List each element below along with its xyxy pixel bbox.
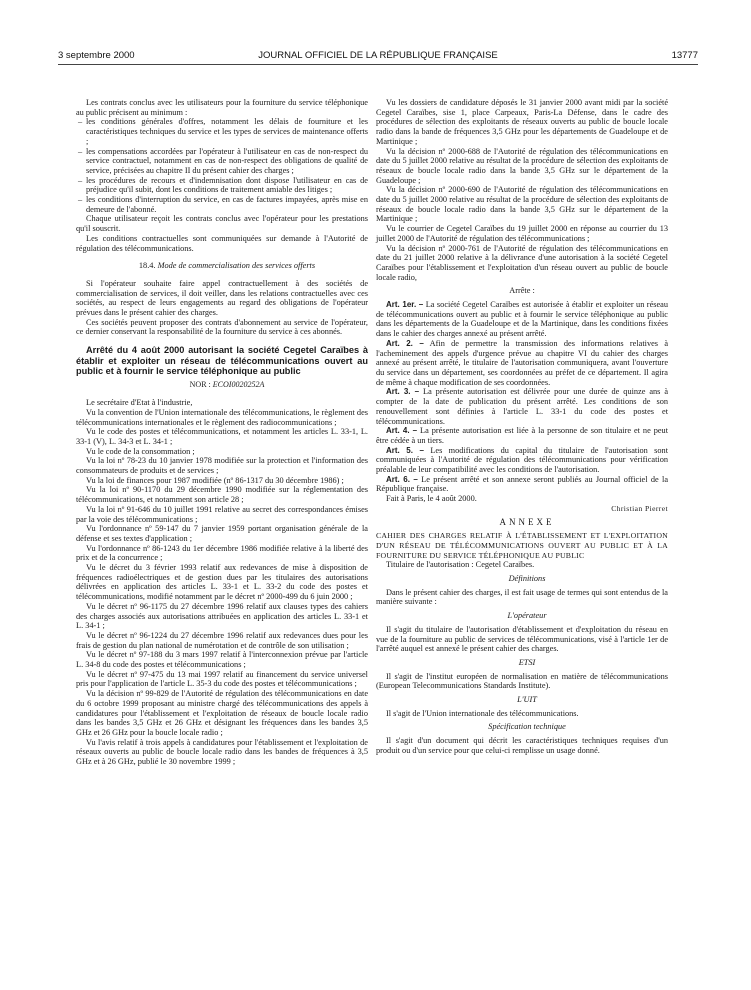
annexe-heading: ANNEXE <box>499 516 555 527</box>
article-label: Art. 6. – <box>386 474 418 484</box>
definition-text: Il s'agit de l'institut européen de normalisation en matière de télécommunications (European Telecommunications Standards Institute). <box>376 671 668 691</box>
visa: Vu le décret du 3 février 1993 relatif aux redevances de mise à disposition de fréquences radioélectriques et de gestion dues par les titulaires des autorisations délivrées en application des articles L. 33-1 et L. 33-2 du code des postes et télécommunications, modifié notamment par le décret nº 2000-499 du 6 juin 2000 ; <box>76 563 368 602</box>
article <box>376 475 668 494</box>
visa: Vu la décision nº 2000-761 de l'Autorité de régulation des télécommunications en date du 21 juillet 2000 relative à la délivrance d'une autorisation à la société Cegetel Caraïbes pour l'établissement et l'exploitation d'un réseau ouvert au public de boucle locale radio, <box>376 243 668 282</box>
article-text: La présente autorisation est délivrée pour une durée de quinze ans à compter de la date de publication du présent arrêté. Les conditions de son renouvellement sont définies à l'article L. 33-1 du code des postes et télécommunications. <box>376 387 669 426</box>
list-item: – les procédures de recours et d'indemnisation dont dispose l'utilisateur en cas de préjudice qu'il subit, dont les conditions de traitement amiable des litiges ; <box>76 176 368 195</box>
list-item: – les conditions d'interruption du service, en cas de factures impayées, après mise en demeure de l'abonné. <box>76 195 368 214</box>
visa: Vu la loi nº 90-1170 du 29 décembre 1990 modifiée sur la réglementation des télécommunications, et notamment son article 28 ; <box>76 485 368 505</box>
decree-title: Arrêté du 4 août 2000 autorisant la société Cegetel Caraïbes à établir et exploiter un réseau de télécommunications ouvert au public et à fournir le service téléphonique au public <box>76 345 368 376</box>
cahier-title: CAHIER DES CHARGES RELATIF À L'ÉTABLISSEMENT ET L'EXPLOITATION D'UN RÉSEAU DE TÉLÉCOMMUNICATIONS OUVERT AU PUBLIC ET À LA FOURNITURE DU SERVICE TÉLÉPHONIQUE AU PUBLIC <box>376 531 668 560</box>
article-label: Art. 5. – <box>386 445 424 455</box>
list-item: – les conditions générales d'offres, notamment les délais de fourniture et les caractéristiques techniques du service et les types de services de maintenance offerts ; <box>76 117 368 146</box>
visa: Vu le décret nº 96-1175 du 27 décembre 1996 relatif aux clauses types des cahiers des charges associés aux autorisations attribuées en application des articles L. 33-1 et L. 34-1 ; <box>76 601 368 631</box>
article <box>376 446 668 475</box>
article <box>376 339 668 388</box>
paragraph: Ces sociétés peuvent proposer des contrats d'abonnement au service de l'opérateur, ce dernier conservant la responsabilité de la fourniture du service à ces abonnés. <box>76 317 368 337</box>
header-rule <box>58 64 698 65</box>
definition-text: Il s'agit d'un document qui décrit les caractéristiques techniques requises d'un produit ou d'un service pour que celui-ci remplisse un usage donné. <box>376 736 668 755</box>
right-column <box>376 98 668 756</box>
visa: Vu l'ordonnance nº 59-147 du 7 janvier 1959 portant organisation générale de la défense et ses textes d'application ; <box>76 524 368 543</box>
article-label: Art. 4. – <box>386 426 418 436</box>
definition-term: L'UIT <box>517 695 537 705</box>
article-text: Afin de permettre la transmission des informations relatives à l'acheminement des appels d'urgence prévue au chapitre VI du cahier des charges annexé au présent arrêté, le titulaire de l'autorisation communiquera, avant l'ouverture du service dans un département, ses coordonnées au préfet de ce département. Il agira de même à chaque modification de ses coordonnées. <box>376 338 669 387</box>
paragraph: Chaque utilisateur reçoit les contrats conclus avec l'opérateur pour les prestations qu'il souscrit. <box>76 214 368 234</box>
page-header <box>58 50 698 64</box>
paragraph: Les conditions contractuelles sont communiquées sur demande à l'Autorité de régulation des télécommunications. <box>76 233 368 253</box>
fait-a-paris: Fait à Paris, le 4 août 2000. <box>386 494 477 504</box>
visa: Vu le code des postes et télécommunications, et notamment les articles L. 33-1, L. 33-1 (V), L. 34-3 et L. 34-1 ; <box>76 427 368 446</box>
article-text: Les modifications du capital du titulaire de l'autorisation sont communiquées à l'Autorité de régulation des télécommunications pour vérification préalable de leur compatibilité avec les conditions de l'autorisation. <box>376 445 669 475</box>
visa: Vu la loi de finances pour 1987 modifiée (nº 86-1317 du 30 décembre 1986) ; <box>86 475 344 485</box>
article-text: Le présent arrêté et son annexe seront publiés au Journal officiel de la République française. <box>376 474 669 494</box>
definitions-intro: Dans le présent cahier des charges, il est fait usage de termes qui sont entendus de la manière suivante : <box>376 587 668 607</box>
definition-term: L'opérateur <box>507 611 547 621</box>
definition-text: Il s'agit du titulaire de l'autorisation d'établissement et d'exploitation du réseau en vue de la fourniture au public de services de télécommunications, visé à l'article 1er de l'arrêté auquel est annexé le présent cahier des charges. <box>376 624 668 654</box>
visa: Vu la loi nº 78-23 du 10 janvier 1978 modifiée sur la protection et l'information des consommateurs de produits et de services ; <box>76 456 368 476</box>
visa: Vu le courrier de Cegetel Caraïbes du 19 juillet 2000 en réponse au courrier du 13 juillet 2000 de l'Autorité de régulation des télécommunications ; <box>376 224 668 243</box>
page-number: 13777 <box>671 50 698 61</box>
paragraph: Le secrétaire d'Etat à l'industrie, <box>86 398 193 408</box>
header-date: 3 septembre 2000 <box>58 50 135 61</box>
visa: Vu le code de la consommation ; <box>86 446 195 456</box>
definition-term: Spécification technique <box>488 722 566 732</box>
article-text: La présente autorisation est liée à la personne de son titulaire et ne peut être cédée à un tiers. <box>376 426 668 445</box>
visa: Vu le décret nº 97-188 du 3 mars 1997 relatif à l'interconnexion prévue par l'article L. 34-8 du code des postes et télécommunications ; <box>76 650 368 670</box>
visa: Vu la convention de l'Union internationale des télécommunications, le règlement des télécommunications internationales et le règlement des radiocommunications ; <box>76 407 368 427</box>
section-number: 18.4. <box>138 261 156 271</box>
signature: Christian Pierret <box>611 503 668 513</box>
visa: Vu l'avis relatif à trois appels à candidatures pour l'établissement et l'exploitation de réseaux ouverts au public de boucle locale radio dans les bandes de fréquences à 3,5 GHz et à 26 GHz, publié le 30 novembre 1999 ; <box>76 737 368 767</box>
definition-term: ETSI <box>518 657 536 667</box>
arrete-heading: Arrête : <box>509 286 535 296</box>
visa: Vu la décision nº 2000-688 de l'Autorité de régulation des télécommunications en date du 5 juillet 2000 relative au résultat de la procédure de sélection des exploitants de réseaux de boucle locale radio dans la bande 3,5 GHz sur le département de la Guadeloupe ; <box>376 146 668 185</box>
section-heading <box>76 261 368 271</box>
visa: Vu la décision nº 2000-690 de l'Autorité de régulation des télécommunications en date du 5 juillet 2000 relative au résultat de la procédure de sélection des exploitants de réseaux de boucle locale radio dans la bande 3,5 GHz sur le département de la Martinique ; <box>376 185 668 224</box>
paragraph: Si l'opérateur souhaite faire appel contractuellement à des sociétés de commercialisation de services, il doit veiller, dans les relations contractuelles avec ces sociétés, au respect de leurs engagements au regard des obligations de l'opérateur prévues dans le présent cahier des charges. <box>76 278 368 318</box>
visa: Vu le décret nº 97-475 du 13 mai 1997 relatif au financement du service universel pris pour l'application de l'article L. 35-3 du code des postes et télécommunications ; <box>76 669 368 689</box>
section-title: Mode de commercialisation des services offerts <box>157 261 316 271</box>
nor-code: ECOI0020252A <box>212 380 265 390</box>
article-text: La société Cegetel Caraïbes est autorisée à établir et exploiter un réseau de télécommunications ouvert au public et à fournir le service téléphonique au public dans les départements de la Guadeloupe et de la Martinique, dans les conditions fixées dans le cahier des charges annexé au présent arrêté. <box>376 300 668 339</box>
paragraph: Les contrats conclus avec les utilisateurs pour la fourniture du service téléphonique au public précisent au minimum : <box>76 98 368 117</box>
visa: Vu la loi nº 91-646 du 10 juillet 1991 relative au secret des correspondances émises par la voie des télécommunications ; <box>76 504 368 524</box>
article-label: Art. 2. – <box>386 338 424 348</box>
journal-title: JOURNAL OFFICIEL DE LA RÉPUBLIQUE FRANÇAISE <box>258 50 498 61</box>
definitions-heading: Définitions <box>508 574 546 584</box>
visa: Vu les dossiers de candidature déposés le 31 janvier 2000 avant midi par la société Cegetel Caraïbes, sise 1, place Carpeaux, Paris-La Défense, dans le cadre des procédures de sélection des exploitants de réseaux ouverts au public de boucle locale radio dans la bande de fréquences 3,5 GHz pour les départements de Guadeloupe et de Martinique ; <box>376 98 668 146</box>
visa: Vu le décret nº 96-1224 du 27 décembre 1996 relatif aux redevances dues pour les frais de gestion du plan national de numérotation et de contrôle de son utilisation ; <box>76 630 368 650</box>
article <box>376 387 668 426</box>
definition-text: Il s'agit de l'Union internationale des télécommunications. <box>386 708 579 718</box>
article-label: Art. 1er. – <box>386 300 424 310</box>
article-label: Art. 3. – <box>386 387 420 397</box>
nor-label: NOR : <box>189 380 211 390</box>
visa: Vu l'ordonnance nº 86-1243 du 1er décembre 1986 modifiée relative à la liberté des prix et de la concurrence ; <box>76 543 368 563</box>
nor-reference <box>76 380 368 390</box>
titulaire: Titulaire de l'autorisation : Cegetel Caraïbes. <box>386 560 535 570</box>
left-column <box>76 98 368 767</box>
visa: Vu la décision nº 99-829 de l'Autorité de régulation des télécommunications en date du 6 octobre 1999 proposant au ministre chargé des télécommunications des appels à candidatures pour l'établissement et l'exploitation de réseaux de boucle locale radio dans les bandes 3,5 GHz et 26 GHz et désignant les fréquences dans les bandes 3,5 GHz et 26 GHz pour la boucle locale radio ; <box>76 689 368 737</box>
article <box>376 300 668 339</box>
article <box>376 426 668 445</box>
list-item: – les compensations accordées par l'opérateur à l'utilisateur en cas de non-respect du service contractuel, notamment en cas de non-respect des obligations de qualité de service, précisées au chapitre II du présent cahier des charges ; <box>76 147 368 176</box>
